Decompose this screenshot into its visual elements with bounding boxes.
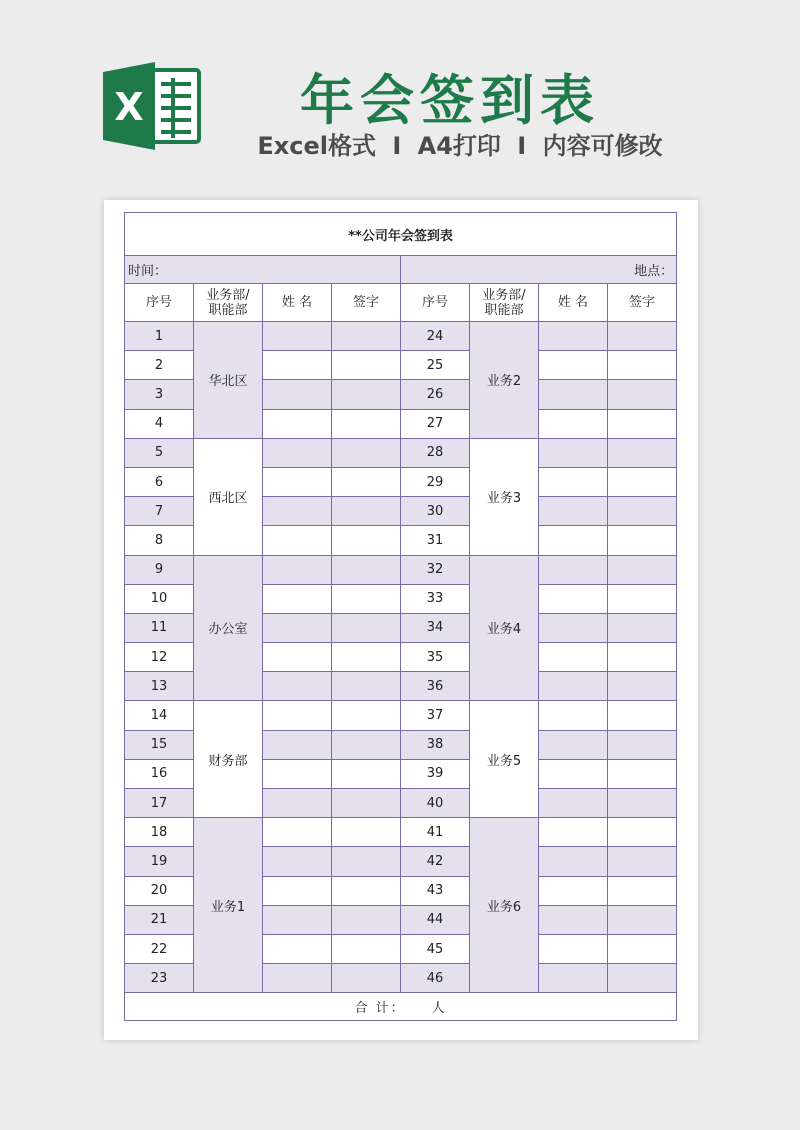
- subtitle-item: Excel格式: [257, 132, 376, 160]
- dept-cell: 业务4: [470, 555, 539, 701]
- seq-cell: 37: [401, 701, 470, 730]
- sign-cell[interactable]: [608, 351, 677, 380]
- dept-cell: 业务2: [470, 322, 539, 439]
- name-cell[interactable]: [263, 380, 332, 409]
- header-name: 姓 名: [539, 284, 608, 322]
- seq-cell: 41: [401, 818, 470, 847]
- name-cell[interactable]: [263, 438, 332, 467]
- seq-cell: 45: [401, 934, 470, 963]
- sign-cell[interactable]: [608, 701, 677, 730]
- table-row: [125, 438, 677, 467]
- sign-cell[interactable]: [332, 818, 401, 847]
- seq-cell: 15: [125, 730, 194, 759]
- seq-cell: 11: [125, 613, 194, 642]
- name-cell[interactable]: [539, 380, 608, 409]
- name-cell[interactable]: [263, 789, 332, 818]
- total-row: [125, 993, 677, 1021]
- sign-cell[interactable]: [608, 759, 677, 788]
- seq-cell: 9: [125, 555, 194, 584]
- table-body: [125, 322, 677, 993]
- dept-cell: 西北区: [194, 438, 263, 555]
- time-field[interactable]: 时间：: [125, 256, 401, 284]
- name-cell[interactable]: [539, 789, 608, 818]
- sign-cell[interactable]: [608, 876, 677, 905]
- seq-cell: 46: [401, 964, 470, 993]
- sheet-paper: [104, 200, 698, 1040]
- sign-cell[interactable]: [608, 934, 677, 963]
- header-sign: 签字: [608, 284, 677, 322]
- name-cell[interactable]: [539, 438, 608, 467]
- name-cell[interactable]: [539, 351, 608, 380]
- name-cell[interactable]: [539, 672, 608, 701]
- name-cell[interactable]: [539, 701, 608, 730]
- subtitle-item: 内容可修改: [542, 132, 663, 160]
- sign-cell[interactable]: [332, 467, 401, 496]
- table-row: [125, 818, 677, 847]
- name-cell[interactable]: [263, 467, 332, 496]
- sign-cell[interactable]: [608, 322, 677, 351]
- subtitle-item: A4打印: [417, 132, 501, 160]
- name-cell[interactable]: [539, 730, 608, 759]
- name-cell[interactable]: [539, 876, 608, 905]
- header-sign: 签字: [332, 284, 401, 322]
- sign-cell[interactable]: [332, 584, 401, 613]
- sign-cell[interactable]: [608, 438, 677, 467]
- seq-cell: 33: [401, 584, 470, 613]
- seq-cell: 30: [401, 497, 470, 526]
- sign-cell[interactable]: [332, 351, 401, 380]
- seq-cell: 12: [125, 643, 194, 672]
- seq-cell: 13: [125, 672, 194, 701]
- header-name: 姓 名: [263, 284, 332, 322]
- name-cell[interactable]: [539, 759, 608, 788]
- excel-logo-letter: X: [114, 85, 144, 129]
- seq-cell: 6: [125, 467, 194, 496]
- sign-cell[interactable]: [608, 643, 677, 672]
- sign-cell[interactable]: [608, 409, 677, 438]
- name-cell[interactable]: [263, 584, 332, 613]
- table-row: [125, 322, 677, 351]
- sign-cell[interactable]: [332, 497, 401, 526]
- header-dept-label: 业务部/ 职能部: [482, 287, 526, 318]
- name-cell[interactable]: [263, 613, 332, 642]
- seq-cell: 34: [401, 613, 470, 642]
- sign-cell[interactable]: [332, 847, 401, 876]
- seq-cell: 1: [125, 322, 194, 351]
- sign-cell[interactable]: [332, 730, 401, 759]
- seq-cell: 16: [125, 759, 194, 788]
- seq-cell: 19: [125, 847, 194, 876]
- dept-cell: 财务部: [194, 701, 263, 818]
- sign-cell[interactable]: [332, 613, 401, 642]
- sign-cell[interactable]: [332, 934, 401, 963]
- seq-cell: 2: [125, 351, 194, 380]
- seq-cell: 8: [125, 526, 194, 555]
- sign-cell[interactable]: [608, 526, 677, 555]
- table-row: [125, 555, 677, 584]
- name-cell[interactable]: [539, 322, 608, 351]
- name-cell[interactable]: [263, 351, 332, 380]
- name-cell[interactable]: [539, 584, 608, 613]
- sign-cell[interactable]: [608, 584, 677, 613]
- name-cell[interactable]: [539, 526, 608, 555]
- seq-cell: 4: [125, 409, 194, 438]
- header-seq: 序号: [401, 284, 470, 322]
- name-cell[interactable]: [539, 643, 608, 672]
- seq-cell: 43: [401, 876, 470, 905]
- dept-cell: 业务6: [470, 818, 539, 993]
- seq-cell: 7: [125, 497, 194, 526]
- dept-cell: 业务1: [194, 818, 263, 993]
- sign-cell[interactable]: [332, 672, 401, 701]
- seq-cell: 42: [401, 847, 470, 876]
- name-cell[interactable]: [263, 409, 332, 438]
- seq-cell: 36: [401, 672, 470, 701]
- sign-cell[interactable]: [332, 643, 401, 672]
- sheet-title: **公司年会签到表: [125, 213, 677, 256]
- sign-cell[interactable]: [332, 759, 401, 788]
- name-cell[interactable]: [263, 730, 332, 759]
- name-cell[interactable]: [263, 643, 332, 672]
- sign-cell[interactable]: [608, 818, 677, 847]
- sign-cell[interactable]: [332, 555, 401, 584]
- seq-cell: 3: [125, 380, 194, 409]
- seq-cell: 20: [125, 876, 194, 905]
- sign-cell[interactable]: [608, 964, 677, 993]
- name-cell[interactable]: [539, 934, 608, 963]
- sign-cell[interactable]: [608, 789, 677, 818]
- sign-cell[interactable]: [608, 613, 677, 642]
- banner-subtitle: [230, 126, 690, 161]
- sign-cell[interactable]: [332, 322, 401, 351]
- seq-cell: 10: [125, 584, 194, 613]
- name-cell[interactable]: [539, 409, 608, 438]
- dept-cell: 业务3: [470, 438, 539, 555]
- sign-cell[interactable]: [332, 380, 401, 409]
- sign-cell[interactable]: [608, 467, 677, 496]
- seq-cell: 14: [125, 701, 194, 730]
- banner: [0, 0, 800, 190]
- sign-cell[interactable]: [332, 409, 401, 438]
- seq-cell: 21: [125, 905, 194, 934]
- seq-cell: 17: [125, 789, 194, 818]
- name-cell[interactable]: [539, 818, 608, 847]
- name-cell[interactable]: [263, 322, 332, 351]
- seq-cell: 24: [401, 322, 470, 351]
- seq-cell: 31: [401, 526, 470, 555]
- name-cell[interactable]: [263, 847, 332, 876]
- seq-cell: 28: [401, 438, 470, 467]
- excel-logo-icon: [103, 60, 203, 152]
- seq-cell: 32: [401, 555, 470, 584]
- header-dept-label: 业务部/ 职能部: [206, 287, 250, 318]
- sign-cell[interactable]: [608, 847, 677, 876]
- name-cell[interactable]: [263, 964, 332, 993]
- seq-cell: 18: [125, 818, 194, 847]
- name-cell[interactable]: [539, 555, 608, 584]
- name-cell[interactable]: [539, 497, 608, 526]
- sign-cell[interactable]: [332, 905, 401, 934]
- name-cell[interactable]: [263, 905, 332, 934]
- dept-cell: 华北区: [194, 322, 263, 439]
- total-label: 合 计：: [354, 1001, 406, 1017]
- name-cell[interactable]: [263, 526, 332, 555]
- name-cell[interactable]: [263, 497, 332, 526]
- name-cell[interactable]: [263, 672, 332, 701]
- name-cell[interactable]: [263, 876, 332, 905]
- name-cell[interactable]: [539, 964, 608, 993]
- name-cell[interactable]: [539, 613, 608, 642]
- name-cell[interactable]: [539, 847, 608, 876]
- seq-cell: 27: [401, 409, 470, 438]
- seq-cell: 39: [401, 759, 470, 788]
- subtitle-separator: I: [517, 132, 527, 160]
- place-field[interactable]: 地点：: [401, 256, 677, 284]
- name-cell[interactable]: [263, 818, 332, 847]
- seq-cell: 22: [125, 934, 194, 963]
- sign-cell[interactable]: [332, 526, 401, 555]
- sign-cell[interactable]: [608, 555, 677, 584]
- sign-cell[interactable]: [608, 905, 677, 934]
- seq-cell: 25: [401, 351, 470, 380]
- sign-cell[interactable]: [332, 964, 401, 993]
- dept-cell: 业务5: [470, 701, 539, 818]
- table-row: [125, 701, 677, 730]
- dept-cell: 办公室: [194, 555, 263, 701]
- seq-cell: 26: [401, 380, 470, 409]
- name-cell[interactable]: [263, 701, 332, 730]
- subtitle-separator: I: [392, 132, 402, 160]
- header-seq: 序号: [125, 284, 194, 322]
- name-cell[interactable]: [263, 934, 332, 963]
- header-row: [125, 284, 677, 322]
- total-unit: 人: [431, 1001, 447, 1017]
- seq-cell: 38: [401, 730, 470, 759]
- sign-cell[interactable]: [332, 701, 401, 730]
- seq-cell: 5: [125, 438, 194, 467]
- sign-cell[interactable]: [608, 380, 677, 409]
- seq-cell: 29: [401, 467, 470, 496]
- header-dept: [470, 284, 539, 322]
- signin-table: [124, 212, 677, 1021]
- name-cell[interactable]: [263, 759, 332, 788]
- sign-cell[interactable]: [608, 672, 677, 701]
- seq-cell: 23: [125, 964, 194, 993]
- seq-cell: 44: [401, 905, 470, 934]
- banner-title: 年会签到表: [300, 69, 600, 132]
- sign-cell[interactable]: [608, 497, 677, 526]
- seq-cell: 35: [401, 643, 470, 672]
- sign-cell[interactable]: [608, 730, 677, 759]
- name-cell[interactable]: [263, 555, 332, 584]
- name-cell[interactable]: [539, 467, 608, 496]
- sign-cell[interactable]: [332, 876, 401, 905]
- sign-cell[interactable]: [332, 789, 401, 818]
- name-cell[interactable]: [539, 905, 608, 934]
- seq-cell: 40: [401, 789, 470, 818]
- header-dept: [194, 284, 263, 322]
- sign-cell[interactable]: [332, 438, 401, 467]
